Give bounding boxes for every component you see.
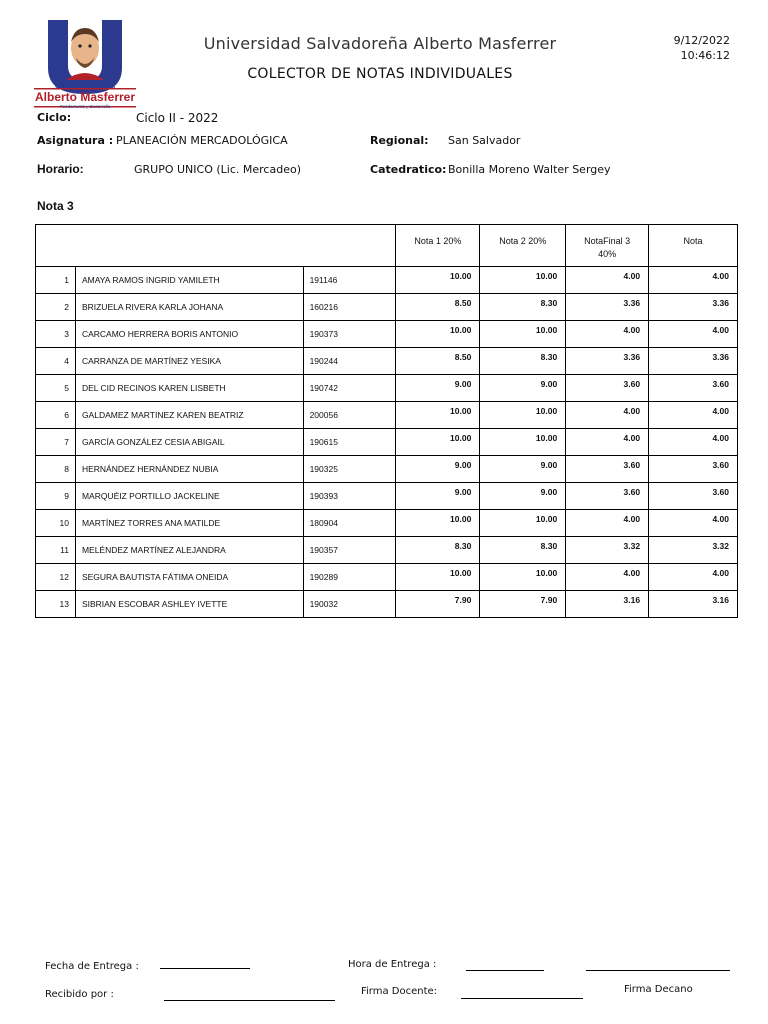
student-code: 190615: [303, 429, 396, 456]
table-row: [36, 483, 738, 510]
nota-value: 4.00: [649, 429, 738, 456]
print-time: 10:46:12: [680, 49, 730, 62]
row-number: 1: [36, 267, 76, 294]
student-code: 180904: [303, 510, 396, 537]
firma-decano-line: [586, 970, 730, 971]
student-code: 160216: [303, 294, 396, 321]
catedratico-value: Bonilla Moreno Walter Sergey: [448, 163, 611, 176]
nota-value: 3.60: [649, 483, 738, 510]
nota2-value: 10.00: [480, 321, 566, 348]
ciclo-label: Ciclo:: [37, 111, 72, 124]
student-name: CARCAMO HERRERA BORIS ANTONIO: [75, 321, 303, 348]
student-name: GARCÍA GONZÁLEZ CESIA ABIGAIL: [75, 429, 303, 456]
university-name: Universidad Salvadoreña Alberto Masferrer: [203, 34, 557, 53]
nota1-value: 7.90: [396, 591, 480, 618]
nota1-value: 9.00: [396, 483, 480, 510]
recibido-por-label: Recibido por :: [45, 989, 114, 1000]
grades-table: [35, 224, 738, 618]
student-code: 191146: [303, 267, 396, 294]
nota2-value: 10.00: [480, 402, 566, 429]
row-number: 6: [36, 402, 76, 429]
regional-label: Regional:: [370, 134, 429, 147]
row-number: 11: [36, 537, 76, 564]
header-student: [36, 225, 396, 267]
regional-value: San Salvador: [448, 134, 521, 147]
nota-final-value: 3.36: [566, 294, 649, 321]
nota1-value: 9.00: [396, 456, 480, 483]
nota-value: 3.32: [649, 537, 738, 564]
table-row: [36, 456, 738, 483]
document-title: COLECTOR DE NOTAS INDIVIDUALES: [247, 66, 513, 82]
asignatura-label: Asignatura :: [37, 134, 114, 147]
logo-name: Alberto Masferrer: [34, 90, 136, 104]
nota-final-value: 3.60: [566, 375, 649, 402]
row-number: 8: [36, 456, 76, 483]
horario-label: Horario:: [37, 162, 84, 176]
nota-final-value: 4.00: [566, 429, 649, 456]
header-nota2: Nota 2 20%: [480, 225, 566, 267]
table-row: [36, 510, 738, 537]
nota1-value: 10.00: [396, 564, 480, 591]
asignatura-value: PLANEACIÓN MERCADOLÓGICA: [116, 134, 288, 147]
student-code: 200056: [303, 402, 396, 429]
nota2-value: 9.00: [480, 483, 566, 510]
row-number: 9: [36, 483, 76, 510]
nota2-value: 10.00: [480, 429, 566, 456]
student-name: AMAYA RAMOS INGRID YAMILETH: [75, 267, 303, 294]
student-code: 190742: [303, 375, 396, 402]
table-row: [36, 591, 738, 618]
logo-small-text: Universidad Salvadoreña: [55, 84, 115, 90]
catedratico-label: Catedratico:: [370, 163, 447, 176]
table-row: [36, 321, 738, 348]
nota2-value: 9.00: [480, 456, 566, 483]
fecha-entrega-label: Fecha de Entrega :: [45, 961, 139, 972]
nota-final-value: 4.00: [566, 402, 649, 429]
student-name: SEGURA BAUTISTA FÁTIMA ONEIDA: [75, 564, 303, 591]
nota1-value: 10.00: [396, 267, 480, 294]
recibido-por-line: [164, 1000, 335, 1001]
student-name: MARQUÉIZ PORTILLO JACKELINE: [75, 483, 303, 510]
nota1-value: 8.30: [396, 537, 480, 564]
header-nota-final: [566, 225, 649, 267]
nota1-value: 10.00: [396, 429, 480, 456]
student-name: MELÉNDEZ MARTÍNEZ ALEJANDRA: [75, 537, 303, 564]
table-row: [36, 429, 738, 456]
nota-value: 4.00: [649, 510, 738, 537]
nota2-value: 10.00: [480, 267, 566, 294]
table-row: [36, 564, 738, 591]
nota1-value: 10.00: [396, 321, 480, 348]
nota-final-value: 3.60: [566, 456, 649, 483]
nota-value: 4.00: [649, 564, 738, 591]
nota-value: 4.00: [649, 321, 738, 348]
nota-value: 3.36: [649, 348, 738, 375]
header-nota1: Nota 1 20%: [396, 225, 480, 267]
nota-value: 4.00: [649, 267, 738, 294]
nota-value: 3.36: [649, 294, 738, 321]
student-name: MARTÍNEZ TORRES ANA MATILDE: [75, 510, 303, 537]
nota-value: 3.60: [649, 375, 738, 402]
nota-final-value: 4.00: [566, 321, 649, 348]
row-number: 3: [36, 321, 76, 348]
nota-final-value: 3.36: [566, 348, 649, 375]
row-number: 12: [36, 564, 76, 591]
table-row: [36, 348, 738, 375]
nota2-value: 8.30: [480, 537, 566, 564]
student-name: BRIZUELA RIVERA KARLA JOHANA: [75, 294, 303, 321]
logo-tagline: Fundamento y Desarrollo: [59, 104, 111, 109]
nota1-value: 10.00: [396, 510, 480, 537]
student-code: 190357: [303, 537, 396, 564]
nota-final-value: 3.60: [566, 483, 649, 510]
table-row: [36, 537, 738, 564]
firma-docente-label: Firma Docente:: [361, 986, 438, 997]
table-row: [36, 402, 738, 429]
nota-value: 3.60: [649, 456, 738, 483]
student-name: CARRANZA DE MARTÍNEZ YESIKA: [75, 348, 303, 375]
row-number: 7: [36, 429, 76, 456]
hora-entrega-label: Hora de Entrega :: [348, 959, 437, 970]
horario-value: GRUPO UNICO (Lic. Mercadeo): [134, 163, 301, 176]
table-row: [36, 294, 738, 321]
row-number: 13: [36, 591, 76, 618]
nota1-value: 10.00: [396, 402, 480, 429]
row-number: 2: [36, 294, 76, 321]
nota2-value: 8.30: [480, 348, 566, 375]
hora-entrega-line: [466, 970, 544, 971]
nota1-value: 9.00: [396, 375, 480, 402]
student-name: SIBRIAN ESCOBAR ASHLEY IVETTE: [75, 591, 303, 618]
student-code: 190373: [303, 321, 396, 348]
header-nota-final-line2: 40%: [598, 249, 617, 259]
table-row: [36, 267, 738, 294]
nota1-value: 8.50: [396, 294, 480, 321]
nota-final-value: 3.16: [566, 591, 649, 618]
university-logo: [30, 18, 140, 110]
row-number: 5: [36, 375, 76, 402]
section-title: Nota 3: [37, 199, 74, 213]
nota2-value: 8.30: [480, 294, 566, 321]
nota2-value: 9.00: [480, 375, 566, 402]
header-nota: Nota: [649, 225, 738, 267]
nota1-value: 8.50: [396, 348, 480, 375]
student-code: 190032: [303, 591, 396, 618]
nota-final-value: 4.00: [566, 510, 649, 537]
header-nota-final-line1: NotaFinal 3: [584, 236, 631, 246]
student-name: HERNÁNDEZ HERNÁNDEZ NUBIA: [75, 456, 303, 483]
nota2-value: 10.00: [480, 510, 566, 537]
student-name: DEL CID RECINOS KAREN LISBETH: [75, 375, 303, 402]
row-number: 10: [36, 510, 76, 537]
print-datetime: [640, 33, 730, 63]
nota-final-value: 4.00: [566, 564, 649, 591]
student-code: 190289: [303, 564, 396, 591]
nota-final-value: 3.32: [566, 537, 649, 564]
firma-decano-label: Firma Decano: [624, 984, 693, 995]
ciclo-value: Ciclo II - 2022: [136, 111, 219, 125]
nota-value: 3.16: [649, 591, 738, 618]
nota2-value: 7.90: [480, 591, 566, 618]
table-header-row: [36, 225, 738, 267]
row-number: 4: [36, 348, 76, 375]
student-code: 190393: [303, 483, 396, 510]
student-name: GALDAMEZ MARTINEZ KAREN BEATRIZ: [75, 402, 303, 429]
table-row: [36, 375, 738, 402]
print-date: 9/12/2022: [673, 34, 730, 47]
nota-value: 4.00: [649, 402, 738, 429]
nota2-value: 10.00: [480, 564, 566, 591]
nota-final-value: 4.00: [566, 267, 649, 294]
fecha-entrega-line: [160, 968, 250, 969]
student-code: 190244: [303, 348, 396, 375]
firma-docente-line: [461, 998, 583, 999]
student-code: 190325: [303, 456, 396, 483]
